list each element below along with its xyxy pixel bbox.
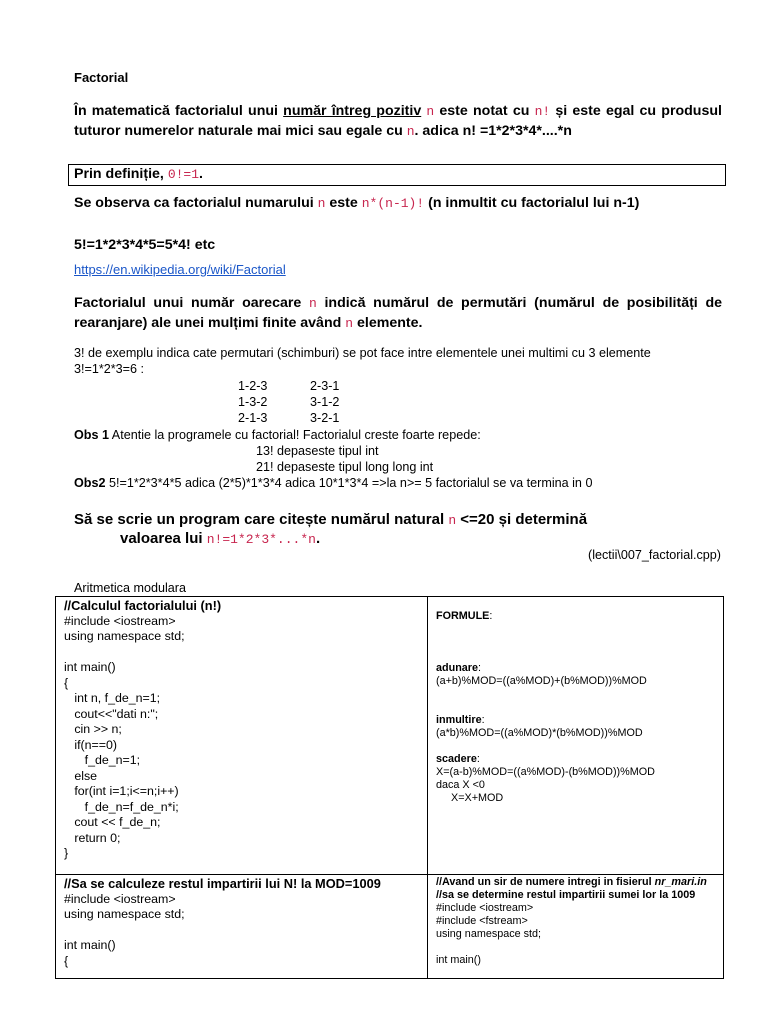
observa-paragraph <box>74 194 722 214</box>
spacer <box>436 701 716 714</box>
obs1-text: Atentie la programele cu factorial! Factorialul creste foarte repede: <box>109 428 481 442</box>
code-line: for(int i=1;i<=n;i++) <box>64 784 179 798</box>
obs1-label: Obs 1 <box>74 428 109 442</box>
task-text: Să se scrie un program care citește numărul natural <box>74 511 449 528</box>
example3-line2: 3!=1*2*3=6 : <box>74 362 145 376</box>
code-line: else <box>64 768 98 783</box>
perm-item: 3-2-1 <box>310 411 340 425</box>
inline-code: n <box>448 513 457 528</box>
page-title: Factorial <box>74 70 129 85</box>
intro-paragraph <box>74 102 722 141</box>
inmultire-line: inmultire: <box>436 714 485 726</box>
code-table <box>55 596 724 979</box>
code-line: using namespace std; <box>436 928 542 940</box>
observa-text: este <box>325 195 362 211</box>
code-line: } <box>64 846 69 860</box>
code-line <box>64 923 420 939</box>
code3-header-text: //Avand un sir de numere intregi in fisierul <box>436 876 655 888</box>
code-line: int main() <box>436 954 481 966</box>
observa-text: (n inmultit cu factorialul lui n-1) <box>424 195 640 211</box>
intro-text: În matematică factorialul unui <box>74 103 284 119</box>
example-line: 5!=1*2*3*4*5=5*4! etc <box>74 237 216 253</box>
obs1-line <box>74 428 481 442</box>
section-heading: Aritmetica modulara <box>74 581 186 595</box>
spacer <box>436 636 716 649</box>
task-text: . <box>315 530 321 547</box>
definition-end: . <box>199 166 203 182</box>
permutari-paragraph <box>74 294 722 333</box>
scadere-condition: daca X <0 <box>436 779 485 791</box>
code-header: //Calculul factorialului (n!) <box>64 598 222 613</box>
inline-code: n <box>426 104 435 119</box>
inline-code: 0!=1 <box>167 167 200 182</box>
code-cell-sum <box>428 875 724 979</box>
inline-code: n <box>406 123 415 139</box>
scadere-fix: X=X+MOD <box>436 792 504 804</box>
inline-code: n! <box>534 104 551 119</box>
task-line2 <box>120 530 320 547</box>
code-header: //Sa se calculeze restul impartirii lui N! la MOD=1009 <box>64 876 381 891</box>
inline-code: n <box>345 315 354 331</box>
code-line: int n, f_de_n=1; <box>64 691 161 705</box>
permutari-text: indică numărul de permutări (numărul de posibilități de rearanjare) ale unei mulțimi finite având <box>74 295 722 331</box>
code-line <box>436 941 716 954</box>
inline-code: n*(n-1)! <box>361 196 425 211</box>
code-line: int main() <box>64 660 116 674</box>
permutari-text: Factorialul unui număr oarecare <box>74 295 309 311</box>
code-header: //sa se determine restul impartirii sumei lor la 1009 <box>436 889 696 901</box>
inmultire-label: inmultire <box>436 714 482 726</box>
intro-text: și este egal cu produsul tuturor numerelor naturale mai mici sau egale cu <box>74 103 722 139</box>
scadere-formula: X=(a-b)%MOD=((a%MOD)-(b%MOD))%MOD <box>436 766 655 778</box>
scadere-line: scadere: <box>436 753 480 765</box>
obs2-text: 5!=1*2*3*4*5 adica (2*5)*1*3*4 adica 10*1*3*4 =>la n>= 5 factorialul se va termina in 0 <box>105 476 593 490</box>
example3-line1: 3! de exemplu indica cate permutari (schimburi) se pot face intre elementele unei multimi cu 3 elemente <box>74 346 651 360</box>
code-cell-modulo <box>56 875 428 979</box>
formule-cell <box>428 597 724 875</box>
adunare-label: adunare <box>436 662 479 674</box>
code-header <box>436 876 716 889</box>
spacer <box>436 688 716 701</box>
perm-item: 1-3-2 <box>238 395 268 409</box>
obs1-line2: 13! depaseste tipul int <box>256 444 379 458</box>
formule-header-line <box>436 610 716 623</box>
observa-text: Se observa ca factorialul numarului <box>74 195 318 211</box>
code-line: cout << f_de_n; <box>64 815 161 829</box>
wikipedia-link[interactable]: https://en.wikipedia.org/wiki/Factorial <box>74 262 286 277</box>
code-line: f_de_n=1; <box>64 753 141 767</box>
spacer <box>436 740 716 753</box>
spacer <box>436 623 716 636</box>
adunare-formula: (a+b)%MOD=((a%MOD)+(b%MOD))%MOD <box>436 675 647 687</box>
code3-file-name: nr_mari.in <box>654 876 707 888</box>
intro-text: este notat cu <box>434 103 535 119</box>
code-line: { <box>64 953 69 968</box>
adunare-line: adunare: <box>436 662 482 674</box>
intro-text: . adica n! =1*2*3*4*....*n <box>414 122 572 139</box>
inline-code: n <box>317 196 326 211</box>
code-line: #include <iostream> <box>436 902 534 914</box>
formule-colon: : <box>489 610 493 622</box>
permutari-text: elemente. <box>353 314 423 331</box>
inmultire-formula: (a*b)%MOD=((a%MOD)*(b%MOD))%MOD <box>436 727 643 739</box>
code-cell-factorial <box>56 597 428 875</box>
code-line: return 0; <box>64 830 121 845</box>
code-line: #include <iostream> <box>64 891 176 906</box>
perm-item: 3-1-2 <box>310 395 340 409</box>
spacer <box>436 649 716 662</box>
code-line: if(n==0) <box>64 737 118 752</box>
task-line1 <box>74 511 587 528</box>
code-line: #include <iostream> <box>64 613 176 628</box>
definition-line <box>74 166 203 182</box>
file-reference: (lectii\007_factorial.cpp) <box>588 548 721 562</box>
code-line: #include <fstream> <box>436 915 528 927</box>
code-line: { <box>64 675 69 690</box>
task-text: <=20 și determină <box>456 511 588 528</box>
code-line: using namespace std; <box>64 629 185 643</box>
perm-item: 1-2-3 <box>238 379 268 393</box>
obs2-label: Obs2 <box>74 476 106 490</box>
definition-label: Prin definiție, <box>74 166 168 182</box>
perm-item: 2-3-1 <box>310 379 340 393</box>
formule-header: FORMULE <box>436 610 490 622</box>
table-row <box>56 875 724 979</box>
code-line: f_de_n=f_de_n*i; <box>64 799 179 814</box>
code-line: using namespace std; <box>64 907 185 921</box>
code-line: cout<<"dati n:"; <box>64 706 159 721</box>
perm-item: 2-1-3 <box>238 411 268 425</box>
code-line: cin >> n; <box>64 722 122 736</box>
obs1-line3: 21! depaseste tipul long long int <box>256 460 434 474</box>
task-text: valoarea lui <box>120 530 207 547</box>
inline-code: n <box>308 296 317 311</box>
scadere-label: scadere <box>436 753 477 765</box>
intro-underlined: număr întreg pozitiv <box>283 103 422 119</box>
inline-code: n!=1*2*3*...*n <box>206 532 316 547</box>
obs2-line <box>74 476 592 490</box>
table-row <box>56 597 724 875</box>
code-line <box>64 645 420 661</box>
code-line: int main() <box>64 938 116 952</box>
